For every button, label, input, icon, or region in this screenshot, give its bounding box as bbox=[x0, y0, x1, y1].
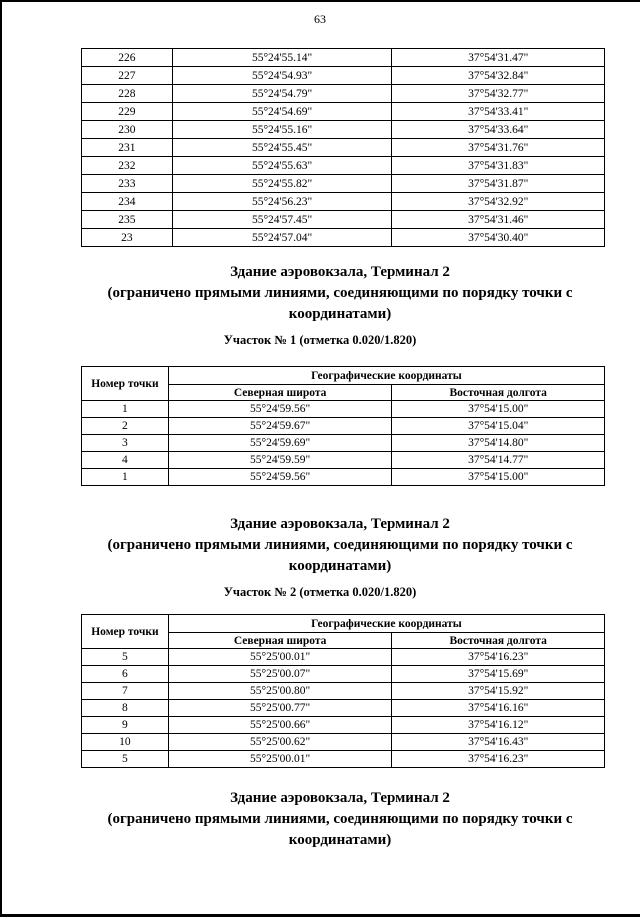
heading-line: координатами) bbox=[288, 306, 392, 322]
longitude-cell: 37°54'30.40" bbox=[392, 229, 605, 247]
point-number-cell: 1 bbox=[82, 469, 169, 486]
latitude-cell: 55°25'00.01" bbox=[168, 649, 392, 666]
heading-line: (ограничено прямыми линиями, соединяющими по порядку точки с bbox=[107, 285, 573, 301]
header-point-number: Номер точки bbox=[82, 615, 169, 649]
longitude-cell: 37°54'32.92" bbox=[392, 193, 605, 211]
table-row bbox=[82, 85, 605, 103]
table-row bbox=[82, 67, 605, 85]
table-row bbox=[82, 121, 605, 139]
longitude-cell: 37°54'16.16" bbox=[392, 700, 605, 717]
point-number-cell: 2 bbox=[82, 418, 169, 435]
longitude-cell: 37°54'31.83" bbox=[392, 157, 605, 175]
longitude-cell: 37°54'14.77" bbox=[392, 452, 605, 469]
point-number-cell: 228 bbox=[82, 85, 173, 103]
table-row bbox=[82, 418, 605, 435]
coordinates-table-body bbox=[82, 401, 605, 486]
heading-line: (ограничено прямыми линиями, соединяющими по порядку точки с bbox=[107, 811, 573, 827]
longitude-cell: 37°54'14.80" bbox=[392, 435, 605, 452]
point-number-cell: 6 bbox=[82, 666, 169, 683]
latitude-cell: 55°25'00.77" bbox=[168, 700, 392, 717]
table-row bbox=[82, 49, 605, 67]
table-row bbox=[82, 435, 605, 452]
longitude-cell: 37°54'32.77" bbox=[392, 85, 605, 103]
header-latitude: Северная широта bbox=[168, 633, 392, 649]
longitude-cell: 37°54'15.00" bbox=[392, 401, 605, 418]
latitude-cell: 55°24'55.63" bbox=[172, 157, 392, 175]
table-row bbox=[82, 193, 605, 211]
latitude-cell: 55°24'59.67" bbox=[168, 418, 392, 435]
table-row bbox=[82, 717, 605, 734]
longitude-cell: 37°54'32.84" bbox=[392, 67, 605, 85]
table-row bbox=[82, 139, 605, 157]
table-row bbox=[82, 649, 605, 666]
longitude-cell: 37°54'31.46" bbox=[392, 211, 605, 229]
latitude-cell: 55°24'55.45" bbox=[172, 139, 392, 157]
point-number-cell: 233 bbox=[82, 175, 173, 193]
block-1-heading bbox=[70, 262, 610, 325]
coordinates-table-continued bbox=[81, 48, 605, 247]
point-number-cell: 10 bbox=[82, 734, 169, 751]
point-number-cell: 230 bbox=[82, 121, 173, 139]
latitude-cell: 55°24'57.04" bbox=[172, 229, 392, 247]
heading-line: координатами) bbox=[288, 832, 392, 848]
point-number-cell: 226 bbox=[82, 49, 173, 67]
point-number-cell: 229 bbox=[82, 103, 173, 121]
scan-border-left bbox=[0, 0, 2, 917]
point-number-cell: 5 bbox=[82, 751, 169, 768]
latitude-cell: 55°24'59.69" bbox=[168, 435, 392, 452]
longitude-cell: 37°54'31.47" bbox=[392, 49, 605, 67]
longitude-cell: 37°54'16.43" bbox=[392, 734, 605, 751]
table-row bbox=[82, 401, 605, 418]
block-2-heading bbox=[70, 514, 610, 577]
point-number-cell: 8 bbox=[82, 700, 169, 717]
table-row bbox=[82, 157, 605, 175]
page-number: 63 bbox=[314, 12, 326, 26]
latitude-cell: 55°25'00.66" bbox=[168, 717, 392, 734]
longitude-cell: 37°54'31.87" bbox=[392, 175, 605, 193]
heading-line: координатами) bbox=[288, 558, 392, 574]
point-number-cell: 5 bbox=[82, 649, 169, 666]
latitude-cell: 55°25'00.01" bbox=[168, 751, 392, 768]
longitude-cell: 37°54'15.04" bbox=[392, 418, 605, 435]
longitude-cell: 37°54'15.00" bbox=[392, 469, 605, 486]
table-row bbox=[82, 103, 605, 121]
latitude-cell: 55°24'54.93" bbox=[172, 67, 392, 85]
header-latitude: Северная широта bbox=[168, 385, 392, 401]
heading-line: Здание аэровокзала, Терминал 2 bbox=[230, 790, 450, 806]
point-number-cell: 234 bbox=[82, 193, 173, 211]
header-longitude: Восточная долгота bbox=[392, 385, 605, 401]
coordinates-table-body bbox=[82, 649, 605, 768]
point-number-cell: 7 bbox=[82, 683, 169, 700]
point-number-cell: 23 bbox=[82, 229, 173, 247]
header-geo-coordinates: Географические координаты bbox=[168, 615, 604, 633]
latitude-cell: 55°24'59.56" bbox=[168, 401, 392, 418]
coordinates-table-2 bbox=[81, 614, 605, 768]
longitude-cell: 37°54'31.76" bbox=[392, 139, 605, 157]
table-row bbox=[82, 751, 605, 768]
table-row bbox=[82, 683, 605, 700]
header-point-number: Номер точки bbox=[82, 367, 169, 401]
latitude-cell: 55°24'59.56" bbox=[168, 469, 392, 486]
latitude-cell: 55°24'56.23" bbox=[172, 193, 392, 211]
latitude-cell: 55°24'55.82" bbox=[172, 175, 392, 193]
table-row bbox=[82, 229, 605, 247]
table-row bbox=[82, 666, 605, 683]
heading-line: (ограничено прямыми линиями, соединяющими по порядку точки с bbox=[107, 537, 573, 553]
point-number-cell: 227 bbox=[82, 67, 173, 85]
table-row bbox=[82, 452, 605, 469]
longitude-cell: 37°54'15.92" bbox=[392, 683, 605, 700]
latitude-cell: 55°24'54.79" bbox=[172, 85, 392, 103]
coordinates-table-1 bbox=[81, 366, 605, 486]
table-row bbox=[82, 469, 605, 486]
latitude-cell: 55°24'59.59" bbox=[168, 452, 392, 469]
scan-border-top bbox=[0, 0, 640, 2]
latitude-cell: 55°24'54.69" bbox=[172, 103, 392, 121]
latitude-cell: 55°24'55.14" bbox=[172, 49, 392, 67]
coordinates-table-body bbox=[82, 49, 605, 247]
section-label-1: Участок № 1 (отметка 0.020/1.820) bbox=[223, 333, 417, 347]
section-label-2: Участок № 2 (отметка 0.020/1.820) bbox=[223, 585, 417, 599]
point-number-cell: 235 bbox=[82, 211, 173, 229]
point-number-cell: 9 bbox=[82, 717, 169, 734]
latitude-cell: 55°25'00.07" bbox=[168, 666, 392, 683]
block-3-heading bbox=[70, 788, 610, 851]
point-number-cell: 3 bbox=[82, 435, 169, 452]
heading-line: Здание аэровокзала, Терминал 2 bbox=[230, 264, 450, 280]
longitude-cell: 37°54'16.23" bbox=[392, 649, 605, 666]
longitude-cell: 37°54'16.12" bbox=[392, 717, 605, 734]
heading-line: Здание аэровокзала, Терминал 2 bbox=[230, 516, 450, 532]
table-row bbox=[82, 734, 605, 751]
table-row bbox=[82, 211, 605, 229]
point-number-cell: 232 bbox=[82, 157, 173, 175]
longitude-cell: 37°54'33.64" bbox=[392, 121, 605, 139]
latitude-cell: 55°25'00.62" bbox=[168, 734, 392, 751]
point-number-cell: 4 bbox=[82, 452, 169, 469]
header-longitude: Восточная долгота bbox=[392, 633, 605, 649]
latitude-cell: 55°24'55.16" bbox=[172, 121, 392, 139]
point-number-cell: 231 bbox=[82, 139, 173, 157]
latitude-cell: 55°24'57.45" bbox=[172, 211, 392, 229]
latitude-cell: 55°25'00.80" bbox=[168, 683, 392, 700]
longitude-cell: 37°54'15.69" bbox=[392, 666, 605, 683]
longitude-cell: 37°54'16.23" bbox=[392, 751, 605, 768]
table-row bbox=[82, 175, 605, 193]
point-number-cell: 1 bbox=[82, 401, 169, 418]
table-row bbox=[82, 700, 605, 717]
longitude-cell: 37°54'33.41" bbox=[392, 103, 605, 121]
header-geo-coordinates: Географические координаты bbox=[168, 367, 604, 385]
